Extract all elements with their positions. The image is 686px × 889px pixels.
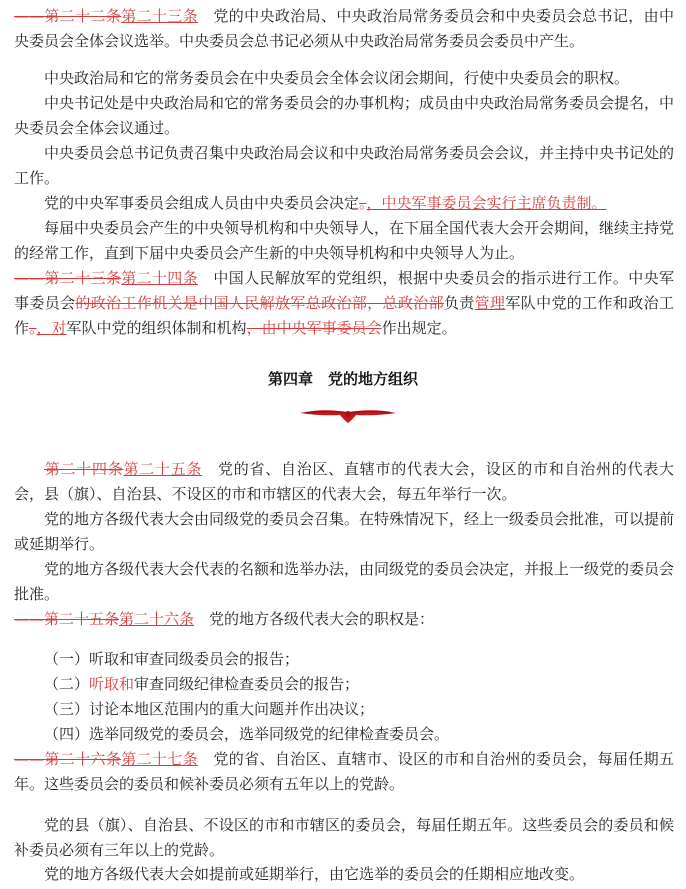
list-item-number: （二） xyxy=(44,675,90,693)
list-item-text: 讨论本地区范围内的重大问题并作出决议； xyxy=(89,700,375,718)
paragraph-text: 中国人民解放军的党组织，根据中央委员会的指示进行工作。中央军事委员会 xyxy=(14,269,674,312)
paragraph-central-leadership: 每届中央委员会产生的中央领导机构和中央领导人，在下届全国代表大会开会期间，继续主持党的经常工作，直到下届中央委员会产生新的中央领导机构和中央领导人为止。 xyxy=(14,219,675,262)
deleted-article-number: 第二十四条 xyxy=(44,460,124,478)
paragraph-term-adjustment: 党的地方各级代表大会如提前或延期举行，由它选举的委员会的任期相应地改变。 xyxy=(44,865,585,883)
inserted-text: ，对 xyxy=(36,319,67,337)
list-item-number: （四） xyxy=(44,725,90,743)
inserted-article-number: 第二十四条 xyxy=(121,269,199,287)
deleted-article-number: 第二十六条 xyxy=(44,750,122,768)
paragraph-text: 党的地方各级代表大会的职权是： xyxy=(194,610,435,628)
list-item-text: 选举同级党的委员会，选举同级党的纪律检查委员会。 xyxy=(89,725,450,743)
paragraph-article-24 xyxy=(14,266,674,341)
deleted-dash: —— xyxy=(14,750,44,768)
powers-list xyxy=(44,647,449,747)
inserted-text: 管理 xyxy=(474,294,506,312)
paragraph-politburo-powers: 中央政治局和它的常务委员会在中央委员会全体会议闭会期间，行使中央委员会的职权。 xyxy=(44,69,630,87)
paragraph-local-congress-delegates: 党的地方各级代表大会代表的名额和选举办法，由同级党的委员会决定，并报上一级党的委员会批准。 xyxy=(14,560,675,603)
deleted-article-number: 第二十三条 xyxy=(44,269,122,287)
paragraph-military-commission xyxy=(14,191,674,216)
chapter-title: 第四章 党的地方组织 xyxy=(267,370,418,388)
paragraph-county-committee: 党的县（旗）、自治县、不设区的市和市辖区的委员会，每届任期五年。这些委员会的委员和候补委员必须有三年以上的党龄。 xyxy=(14,816,674,859)
paragraph-article-26 xyxy=(14,607,674,632)
deleted-dash: —— xyxy=(14,610,44,628)
inserted-article-number: 第二十三条 xyxy=(121,7,199,25)
list-item xyxy=(44,722,449,747)
paragraph-text: 党的省、自治区、直辖市的代表大会，设区的市和自治州的代表大会，县（旗）、自治县、不设区的市和市辖区的代表大会，每五年举行一次。 xyxy=(14,460,674,503)
deleted-dash: —— xyxy=(14,269,44,287)
paragraph-text: 党的中央军事委员会组成人员由中央委员会决定 xyxy=(44,194,360,212)
paragraph-text: 党的省、自治区、直辖市、设区的市和自治州的委员会，每届任期五年。这些委员会的委员和候补委员必须有五年以上的党龄。 xyxy=(14,750,674,793)
ribbon-ornament-icon xyxy=(296,404,400,426)
deleted-article-number: 第二十二条 xyxy=(44,7,122,25)
deleted-text: ，由中央军事委员会 xyxy=(246,319,382,337)
deleted-dash: —— xyxy=(14,7,44,25)
list-item-number: （一） xyxy=(44,650,90,668)
paragraph-text: 军队中党的组织体制和机构 xyxy=(66,319,247,337)
list-item xyxy=(44,697,449,722)
list-item-number: （三） xyxy=(44,700,90,718)
deleted-article-number: 第二十五条 xyxy=(44,610,120,628)
inserted-text: 听取和 xyxy=(89,675,135,693)
inserted-article-number: 第二十七条 xyxy=(121,750,199,768)
paragraph-article-25 xyxy=(14,457,674,507)
paragraph-text: 党的中央政治局、中央政治局常务委员会和中央委员会总书记，由中央委员会全体会议选举。中央委员会总书记必须从中央政治局常务委员会委员中产生。 xyxy=(14,7,674,50)
deleted-text: 的政治工作机关是中国人民解放军总政治部，总政治部 xyxy=(75,294,444,312)
paragraph-general-secretary: 中央委员会总书记负责召集中央政治局会议和中央政治局常务委员会会议，并主持中央书记处的工作。 xyxy=(14,144,675,187)
paragraph-article-23 xyxy=(14,4,674,54)
paragraph-local-congress-convening: 党的地方各级代表大会由同级党的委员会召集。在特殊情况下，经上一级委员会批准，可以提前或延期举行。 xyxy=(14,510,675,553)
list-item xyxy=(44,672,449,697)
deleted-text: 。 xyxy=(359,194,367,212)
paragraph-text: 军队中党的工作和政治工作 xyxy=(14,294,674,337)
list-item-text: 听取和审查同级委员会的报告； xyxy=(89,650,300,668)
list-item-text: 审查同级纪律检查委员会的报告； xyxy=(134,675,360,693)
list-item xyxy=(44,647,449,672)
paragraph-text: 作出规定。 xyxy=(381,319,457,337)
deleted-text: 。 xyxy=(29,319,37,337)
paragraph-article-27 xyxy=(14,747,674,797)
inserted-article-number: 第二十五条 xyxy=(123,460,203,478)
paragraph-secretariat: 中央书记处是中央政治局和它的常务委员会的办事机构；成员由中央政治局常务委员会提名，中央委员会全体会议通过。 xyxy=(14,94,675,137)
inserted-article-number: 第二十六条 xyxy=(119,610,195,628)
paragraph-text: 负责 xyxy=(443,294,475,312)
inserted-text: ，中央军事委员会实行主席负责制。 xyxy=(366,194,607,212)
